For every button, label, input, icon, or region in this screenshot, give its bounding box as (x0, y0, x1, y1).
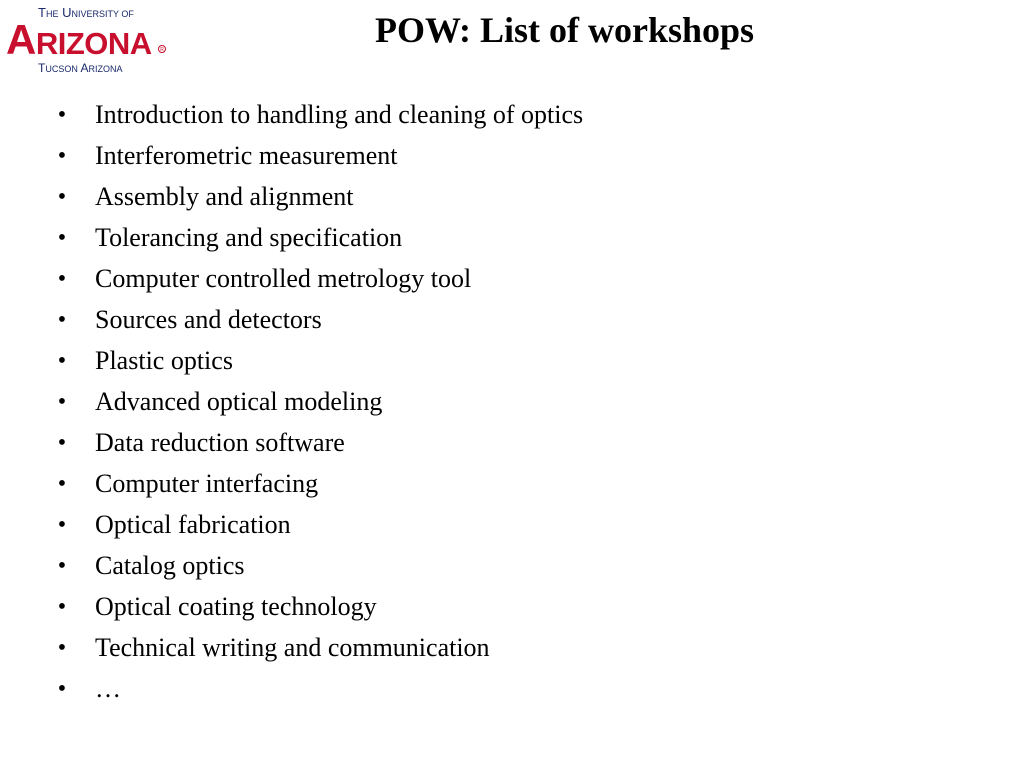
svg-text:ARIZONA: ARIZONA (6, 16, 152, 63)
list-item-text: Technical writing and communication (95, 633, 490, 662)
list-item-text: Interferometric measurement (95, 141, 398, 170)
bullet-icon: • (57, 430, 67, 456)
bullet-icon: • (57, 225, 67, 251)
university-logo (6, 4, 176, 78)
bullet-icon: • (57, 184, 67, 210)
bullet-icon: • (57, 676, 67, 702)
bullet-icon: • (57, 389, 67, 415)
list-item-text: Plastic optics (95, 346, 233, 375)
list-item-text: Data reduction software (95, 428, 345, 457)
list-item-text: Optical fabrication (95, 510, 291, 539)
svg-text:TUCSON ARIZONA: TUCSON ARIZONA (38, 61, 123, 75)
bullet-icon: • (57, 307, 67, 333)
bullet-icon: • (57, 635, 67, 661)
slide-title: POW: List of workshops (375, 10, 755, 50)
list-item-text: … (95, 674, 121, 703)
list-item-text: Computer controlled metrology tool (95, 264, 472, 293)
list-item-text: Optical coating technology (95, 592, 377, 621)
bullet-icon: • (57, 348, 67, 374)
university-of-arizona-logo-graphic (6, 4, 176, 78)
bullet-icon: • (57, 102, 67, 128)
list-item-text: Catalog optics (95, 551, 245, 580)
bullet-icon: • (57, 266, 67, 292)
list-item-text: Advanced optical modeling (95, 387, 383, 416)
bullet-icon: • (57, 553, 67, 579)
list-item-text: Sources and detectors (95, 305, 322, 334)
svg-text:THE UNIVERSITY OF: THE UNIVERSITY OF (38, 5, 134, 20)
list-item-text: Assembly and alignment (95, 182, 354, 211)
bullet-icon: • (57, 594, 67, 620)
bullet-icon: • (57, 471, 67, 497)
bullet-icon: • (57, 512, 67, 538)
list-item-text: Introduction to handling and cleaning of optics (95, 100, 584, 129)
list-item-text: Computer interfacing (95, 469, 319, 498)
list-item-text: Tolerancing and specification (95, 223, 403, 252)
svg-text:R: R (160, 47, 164, 53)
bullet-icon: • (57, 143, 67, 169)
